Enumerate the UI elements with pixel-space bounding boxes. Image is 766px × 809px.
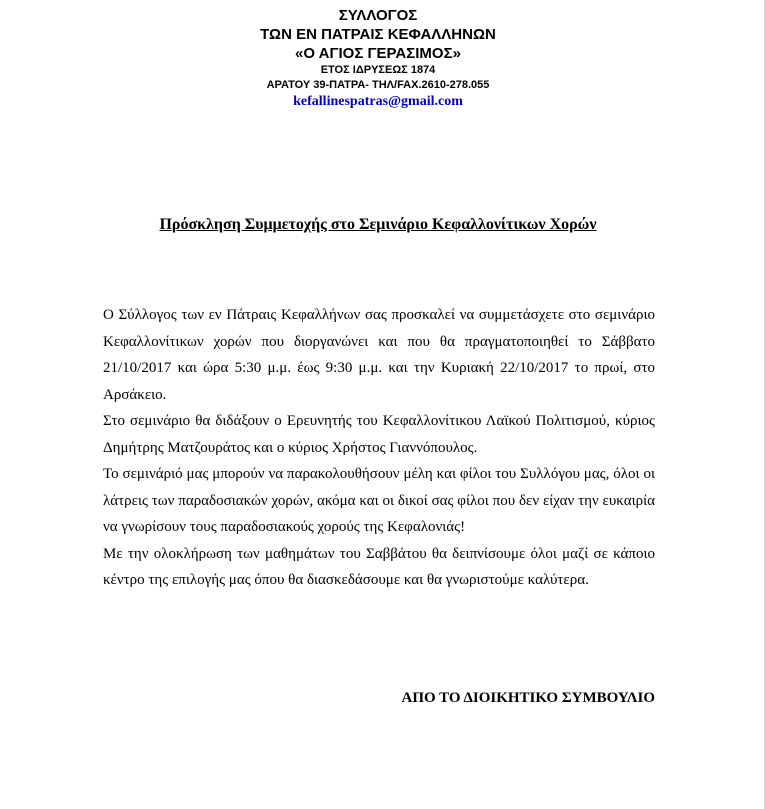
document-body bbox=[103, 302, 655, 594]
letterhead bbox=[0, 6, 756, 111]
letterhead-address: ΑΡΑΤΟΥ 39-ΠΑΤΡΑ- ΤΗΛ/FAX.2610-278.055 bbox=[266, 79, 490, 91]
letterhead-line-1: ΣΥΛΛΟΓΟΣ bbox=[338, 7, 418, 24]
signature: ΑΠΟ ΤΟ ΔΙΟΙΚΗΤΙΚΟ ΣΥΜΒΟΥΛΙΟ bbox=[401, 690, 655, 706]
body-paragraph-3: Το σεμινάριό μας μπορούν να παρακολουθήσουν μέλη και φίλοι του Συλλόγου μας, όλοι οι λάτρεις των παραδοσιακών χορών, ακόμα και οι δικοί σας φίλοι που δεν είχαν την ευκαιρία να γνωρίσουν τους παραδοσιακούς χορούς της Κεφαλονιάς! bbox=[103, 466, 655, 535]
letterhead-line-3: «Ο ΑΓΙΟΣ ΓΕΡΑΣΙΜΟΣ» bbox=[295, 45, 461, 62]
body-paragraph-4: Με την ολοκλήρωση των μαθημάτων του Σαββάτου θα δειπνίσουμε όλοι μαζί σε κάποιο κέντρο της επιλογής μας όπου θα διασκεδάσουμε και θα γνωριστούμε καλύτερα. bbox=[103, 545, 655, 588]
body-paragraph-2: Στο σεμινάριο θα διδάξουν ο Ερευνητής του Κεφαλλονίτικου Λαϊκού Πολιτισμού, κύριος Δημήτρης Ματζουράτος και ο κύριος Χρήστος Γιαννόπουλος. bbox=[103, 413, 655, 456]
letterhead-line-2: ΤΩΝ ΕΝ ΠΑΤΡΑΙΣ ΚΕΦΑΛΛΗΝΩΝ bbox=[260, 26, 496, 43]
document-title: Πρόσκληση Συμμετοχής στο Σεμινάριο Κεφαλλονίτικων Χορών bbox=[159, 216, 597, 233]
letterhead-founded: ΕΤΟΣ ΙΔΡΥΣΕΩΣ 1874 bbox=[320, 64, 436, 76]
letterhead-email: kefallinespatras@gmail.com bbox=[293, 94, 463, 109]
body-paragraph-1: Ο Σύλλογος των εν Πάτραις Κεφαλλήνων σας προσκαλεί να συμμετάσχετε στο σεμινάριο Κεφαλλονίτικων χορών που διοργανώνει και που θα πραγματοποιηθεί το Σάββατο 21/10/2017 και ώρα 5:30 μ.μ. έως 9:30 μ.μ. και την Κυριακή 22/10/2017 το πρωί, στο Αρσάκειο. bbox=[103, 307, 655, 403]
